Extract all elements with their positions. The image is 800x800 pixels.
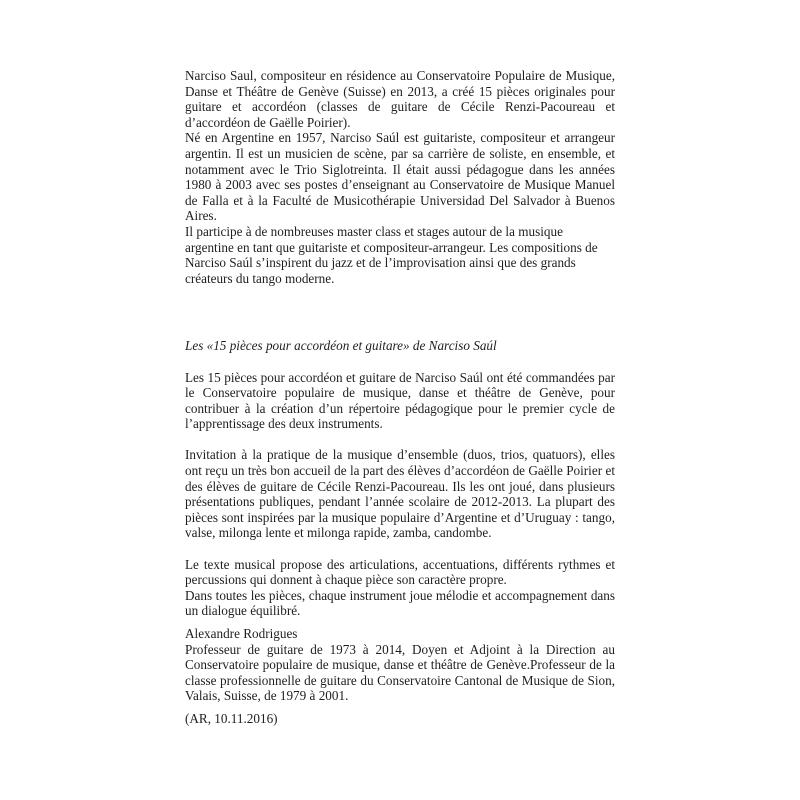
spacer <box>185 432 615 448</box>
section-paragraph-3: Le texte musical propose des articulations, accentuations, différents rythmes et percussions qui donnent à chaque pièce son caractère propre. <box>185 556 615 588</box>
bio-paragraph-3: Il participe à de nombreuses master class et stages autour de la musique argentine en tant que guitariste et compositeur-arrangeur. Les compositions de Narciso Saúl s’inspirent du jazz et de l’improvisation ainsi que des grands créateurs du tango moderne. <box>185 223 598 286</box>
spacer <box>185 354 615 370</box>
spacer <box>185 704 615 711</box>
section-paragraph-2: Invitation à la pratique de la musique d’ensemble (duos, trios, quatuors), elles ont reçu un très bon accueil de la part des élèves d’accordéon de Gaëlle Poirier et des élèves de guitare de Cécile Renzi-Pacoureau. Ils les ont joué, dans plusieurs présentations publiques, pendant l’année scolaire de 2012-2013. La plupart des pièces sont inspirées par la musique populaire d’Argentine et d’Uruguay : tango, valse, milonga lente et milonga rapide, zamba, candombe. <box>185 447 615 541</box>
spacer <box>185 619 615 626</box>
section-paragraph-1: Les 15 pièces pour accordéon et guitare de Narciso Saúl ont été commandées par le Conservatoire populaire de musique, danse et théâtre de Genève, pour contribuer à la création d’un répertoire pédagogique pour le premier cycle de l’apprentissage des deux instruments. <box>185 369 615 432</box>
author-name: Alexandre Rodrigues <box>185 626 298 641</box>
section-spacer <box>185 286 615 338</box>
bio-paragraph-1: Narciso Saul, compositeur en résidence au Conservatoire Populaire de Musique, Danse et Théâtre de Genève (Suisse) en 2013, a créé 15 pièces originales pour guitare et accordéon (classes de guitare de Cécile Renzi-Pacoureau et d’accordéon de Gaëlle Poirier). <box>185 68 615 130</box>
spacer <box>185 541 615 557</box>
author-credentials: Professeur de guitare de 1973 à 2014, Doyen et Adjoint à la Direction au Conservatoire populaire de musique, danse et théâtre de Genève.Professeur de la classe professionnelle de guitare du Conservatoire Cantonal de Musique de Sion, Valais, Suisse, de 1979 à 2001. <box>185 641 615 704</box>
bio-paragraph-2: Né en Argentine en 1957, Narciso Saúl est guitariste, compositeur et arrangeur argentin. Il est un musicien de scène, par sa carrière de soliste, en ensemble, et notamment avec le Trio Siglotreinta. Il était aussi pédagogue dans les années 1980 à 2003 avec ses postes d’enseignant au Conservatoire de Musique Manuel de Falla et à la Faculté de Musicothérapie Universidad Del Salvador à Buenos Aires. <box>185 130 615 224</box>
document-page <box>185 68 615 727</box>
section-title: Les «15 pièces pour accordéon et guitare» de Narciso Saúl <box>185 338 497 354</box>
author-signature: (AR, 10.11.2016) <box>185 710 278 726</box>
section-paragraph-4: Dans toutes les pièces, chaque instrument joue mélodie et accompagnement dans un dialogue équilibré. <box>185 587 615 619</box>
